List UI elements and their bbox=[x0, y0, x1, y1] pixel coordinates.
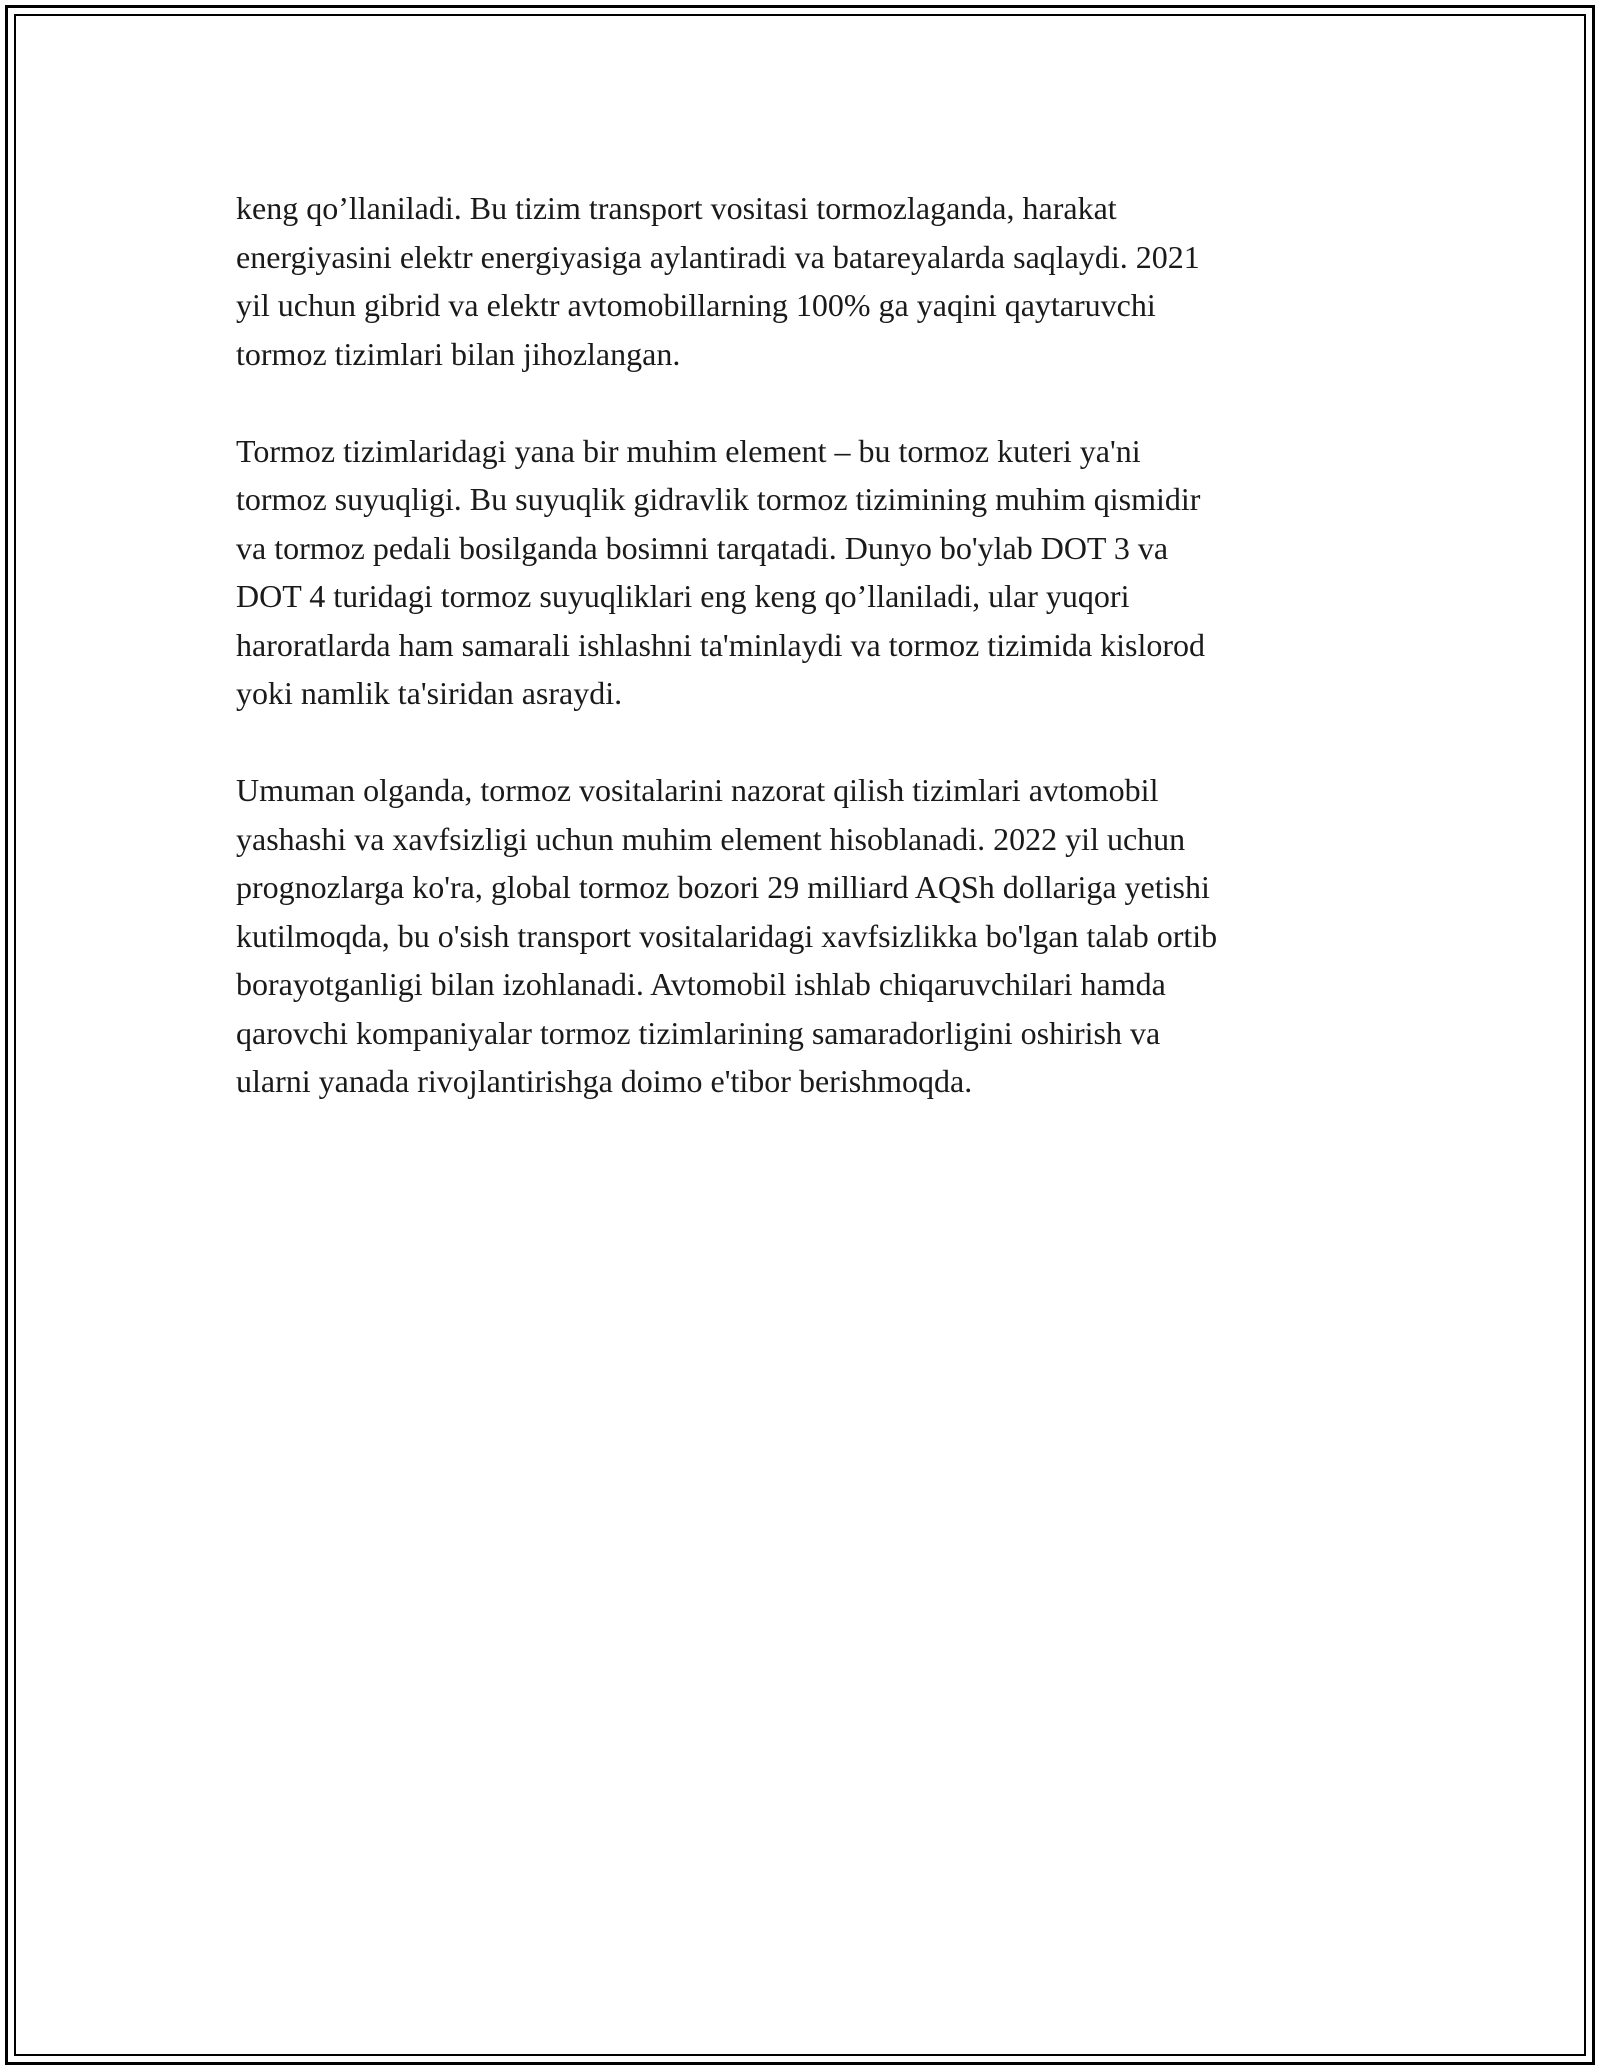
paragraph-conclusion: Umuman olganda, tormoz vositalarini nazorat qilish tizimlari avtomobil yashashi va xavfsizligi uchun muhim element hisoblanadi. 2022 yil uchun prognozlarga ko'ra, global tormoz bozori 29 milliard AQSh dollariga yetishi kutilmoqda, bu o'sish transport vositalaridagi xavfsizlikka bo'lgan talab ortib borayotganligi bilan izohlanadi. Avtomobil ishlab chiqaruvchilari hamda qarovchi kompaniyalar tormoz tizimlarining samaradorligini oshirish va ularni yanada rivojlantirishga doimo e'tibor berishmoqda. bbox=[236, 772, 1218, 1099]
paragraph-regenerative-braking: keng qo’llaniladi. Bu tizim transport vositasi tormozlaganda, harakat energiyasini elektr energiyasiga aylantiradi va batareyalarda saqlaydi. 2021 yil uchun gibrid va elektr avtomobillarning 100% ga yaqini qaytaruvchi tormoz tizimlari bilan jihozlangan. bbox=[236, 190, 1200, 372]
document-body bbox=[236, 184, 1366, 1154]
paragraph-brake-fluid: Tormoz tizimlaridagi yana bir muhim element – bu tormoz kuteri ya'ni tormoz suyuqligi. Bu suyuqlik gidravlik tormoz tizimining muhim qismidir va tormoz pedali bosilganda bosimni tarqatadi. Dunyo bo'ylab DOT 3 va DOT 4 turidagi tormoz suyuqliklari eng keng qo’llaniladi, ular yuqori haroratlarda ham samarali ishlashni ta'minlaydi va tormoz tizimida kislorod yoki namlik ta'siridan asraydi. bbox=[236, 432, 1206, 711]
